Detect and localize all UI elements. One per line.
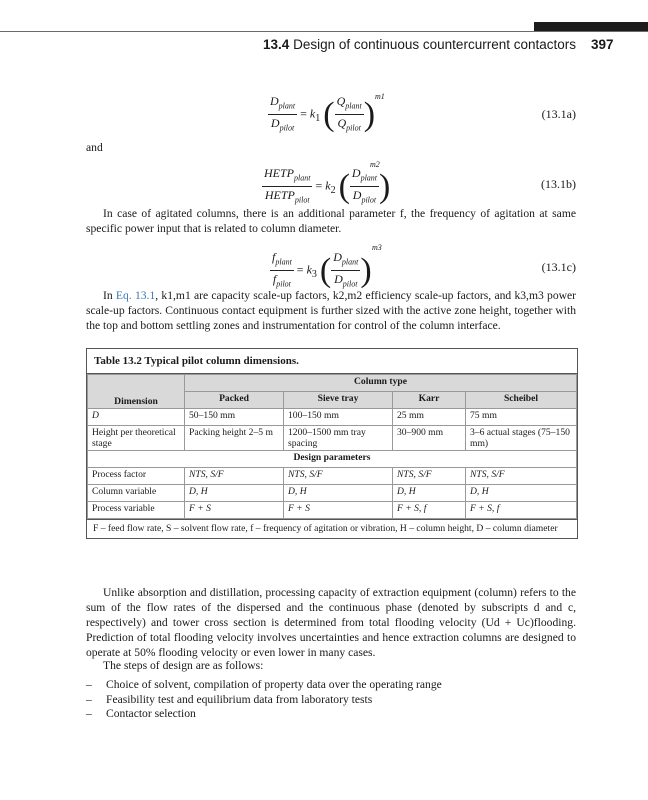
- header-rule: [0, 31, 648, 32]
- table-cell: F + S, f: [466, 502, 577, 519]
- list-item: – Choice of solvent, compilation of property data over the operating range: [86, 678, 442, 693]
- table-cell: F + S: [284, 502, 393, 519]
- column-header: Sieve tray: [284, 392, 393, 409]
- table-cell: 75 mm: [466, 409, 577, 426]
- equation-13-1a: $\frac{D_{plant}}{D_{pilot}}$ = $k_1$ ( $\frac{Q_{plant}}{Q_{pilot}}$ ): [270, 94, 376, 133]
- table-cell: D: [88, 409, 185, 426]
- exponent-m3: m3: [372, 243, 382, 252]
- list-item: – Contactor selection: [86, 707, 442, 722]
- table-cell: D, H: [466, 485, 577, 502]
- table-13-2: [86, 348, 578, 539]
- dimensions-table: [87, 374, 577, 519]
- table-row: [88, 468, 577, 485]
- list-item: – Feasibility test and equilibrium data from laboratory tests: [86, 693, 442, 708]
- equation-number: (13.1c): [541, 260, 576, 274]
- page-number: 397: [591, 37, 614, 52]
- table-cell: Column variable: [88, 485, 185, 502]
- table-cell: D, H: [185, 485, 284, 502]
- table-cell: 30–900 mm: [393, 426, 466, 451]
- column-header: Karr: [393, 392, 466, 409]
- exponent-m1: m1: [375, 92, 385, 101]
- table-cell: D, H: [393, 485, 466, 502]
- column-header: Scheibel: [466, 392, 577, 409]
- table-cell: 1200–1500 mm tray spacing: [284, 426, 393, 451]
- table-row: [88, 409, 577, 426]
- design-steps-list: [86, 678, 442, 722]
- table-footnote: F – feed flow rate, S – solvent flow rate, f – frequency of agitation or vibration, H – column height, D – column diameter: [87, 519, 577, 538]
- column-header: Dimension: [88, 375, 185, 409]
- chapter-title: Design of continuous countercurrent contactors: [293, 37, 576, 52]
- exponent-m2: m2: [370, 160, 380, 169]
- header-bar: [534, 22, 648, 31]
- section-number: 13.4: [263, 37, 290, 52]
- paragraph-agitated: In case of agitated columns, there is an additional parameter f, the frequency of agitation at same specific power input that is related to column diameter.: [86, 207, 576, 235]
- table-cell: NTS, S/F: [466, 468, 577, 485]
- paragraph-capacity: Unlike absorption and distillation, processing capacity of extraction equipment (column) refers to the sum of the flow rates of the dispersed and the continuous phase (denoted by subscripts d and c, respectively) and tower cross section is determined from total flooding velocity (Ud + Uc)flooding. Prediction of total flooding velocity involves uncertainties and hence extraction columns are designed to operate at 50% flooding velocity or even lower in many cases.: [86, 586, 576, 659]
- design-parameters-header: Design parameters: [88, 451, 577, 468]
- table-cell: NTS, S/F: [284, 468, 393, 485]
- table-title: Table 13.2 Typical pilot column dimensions.: [87, 349, 577, 374]
- running-header: [263, 37, 614, 52]
- table-cell: NTS, S/F: [185, 468, 284, 485]
- paragraph-scaleup: In Eq. 13.1, k1,m1 are capacity scale-up factors, k2,m2 efficiency scale-up factors, and k3,m3 power scale-up factors. Continuous contact equipment is further sized with the active zone height, together with the top and bottom settling zones and instrumentation for control of the column interface.: [86, 289, 576, 332]
- table-cell: 3–6 actual stages (75–150 mm): [466, 426, 577, 451]
- paragraph-steps: The steps of design are as follows:: [103, 659, 264, 672]
- table-cell: F + S, f: [393, 502, 466, 519]
- table-cell: 50–150 mm: [185, 409, 284, 426]
- table-cell: F + S: [185, 502, 284, 519]
- table-cell: Process variable: [88, 502, 185, 519]
- equation-13-1b: $\frac{HETP_{plant}}{HETP_{pilot}}$ = $k_2$ ( $\frac{D_{plant}}{D_{pilot}}$ ): [264, 166, 391, 205]
- table-cell: NTS, S/F: [393, 468, 466, 485]
- and-text: and: [86, 141, 103, 154]
- table-cell: Packing height 2–5 m: [185, 426, 284, 451]
- equation-13-1c: $\frac{f_{plant}}{f_{pilot}}$ = $k_3$ ( $\frac{D_{plant}}{D_{pilot}}$ ): [272, 250, 372, 289]
- table-row: [88, 485, 577, 502]
- table-cell: Process factor: [88, 468, 185, 485]
- table-cell: D, H: [284, 485, 393, 502]
- table-row: [88, 502, 577, 519]
- group-header: Column type: [185, 375, 577, 392]
- equation-number: (13.1a): [541, 107, 576, 121]
- table-cell: 25 mm: [393, 409, 466, 426]
- equation-link[interactable]: Eq. 13.1: [115, 289, 156, 302]
- equation-number: (13.1b): [541, 177, 576, 191]
- column-header: Packed: [185, 392, 284, 409]
- table-cell: 100–150 mm: [284, 409, 393, 426]
- table-row: [88, 426, 577, 451]
- table-cell: Height per theoretical stage: [88, 426, 185, 451]
